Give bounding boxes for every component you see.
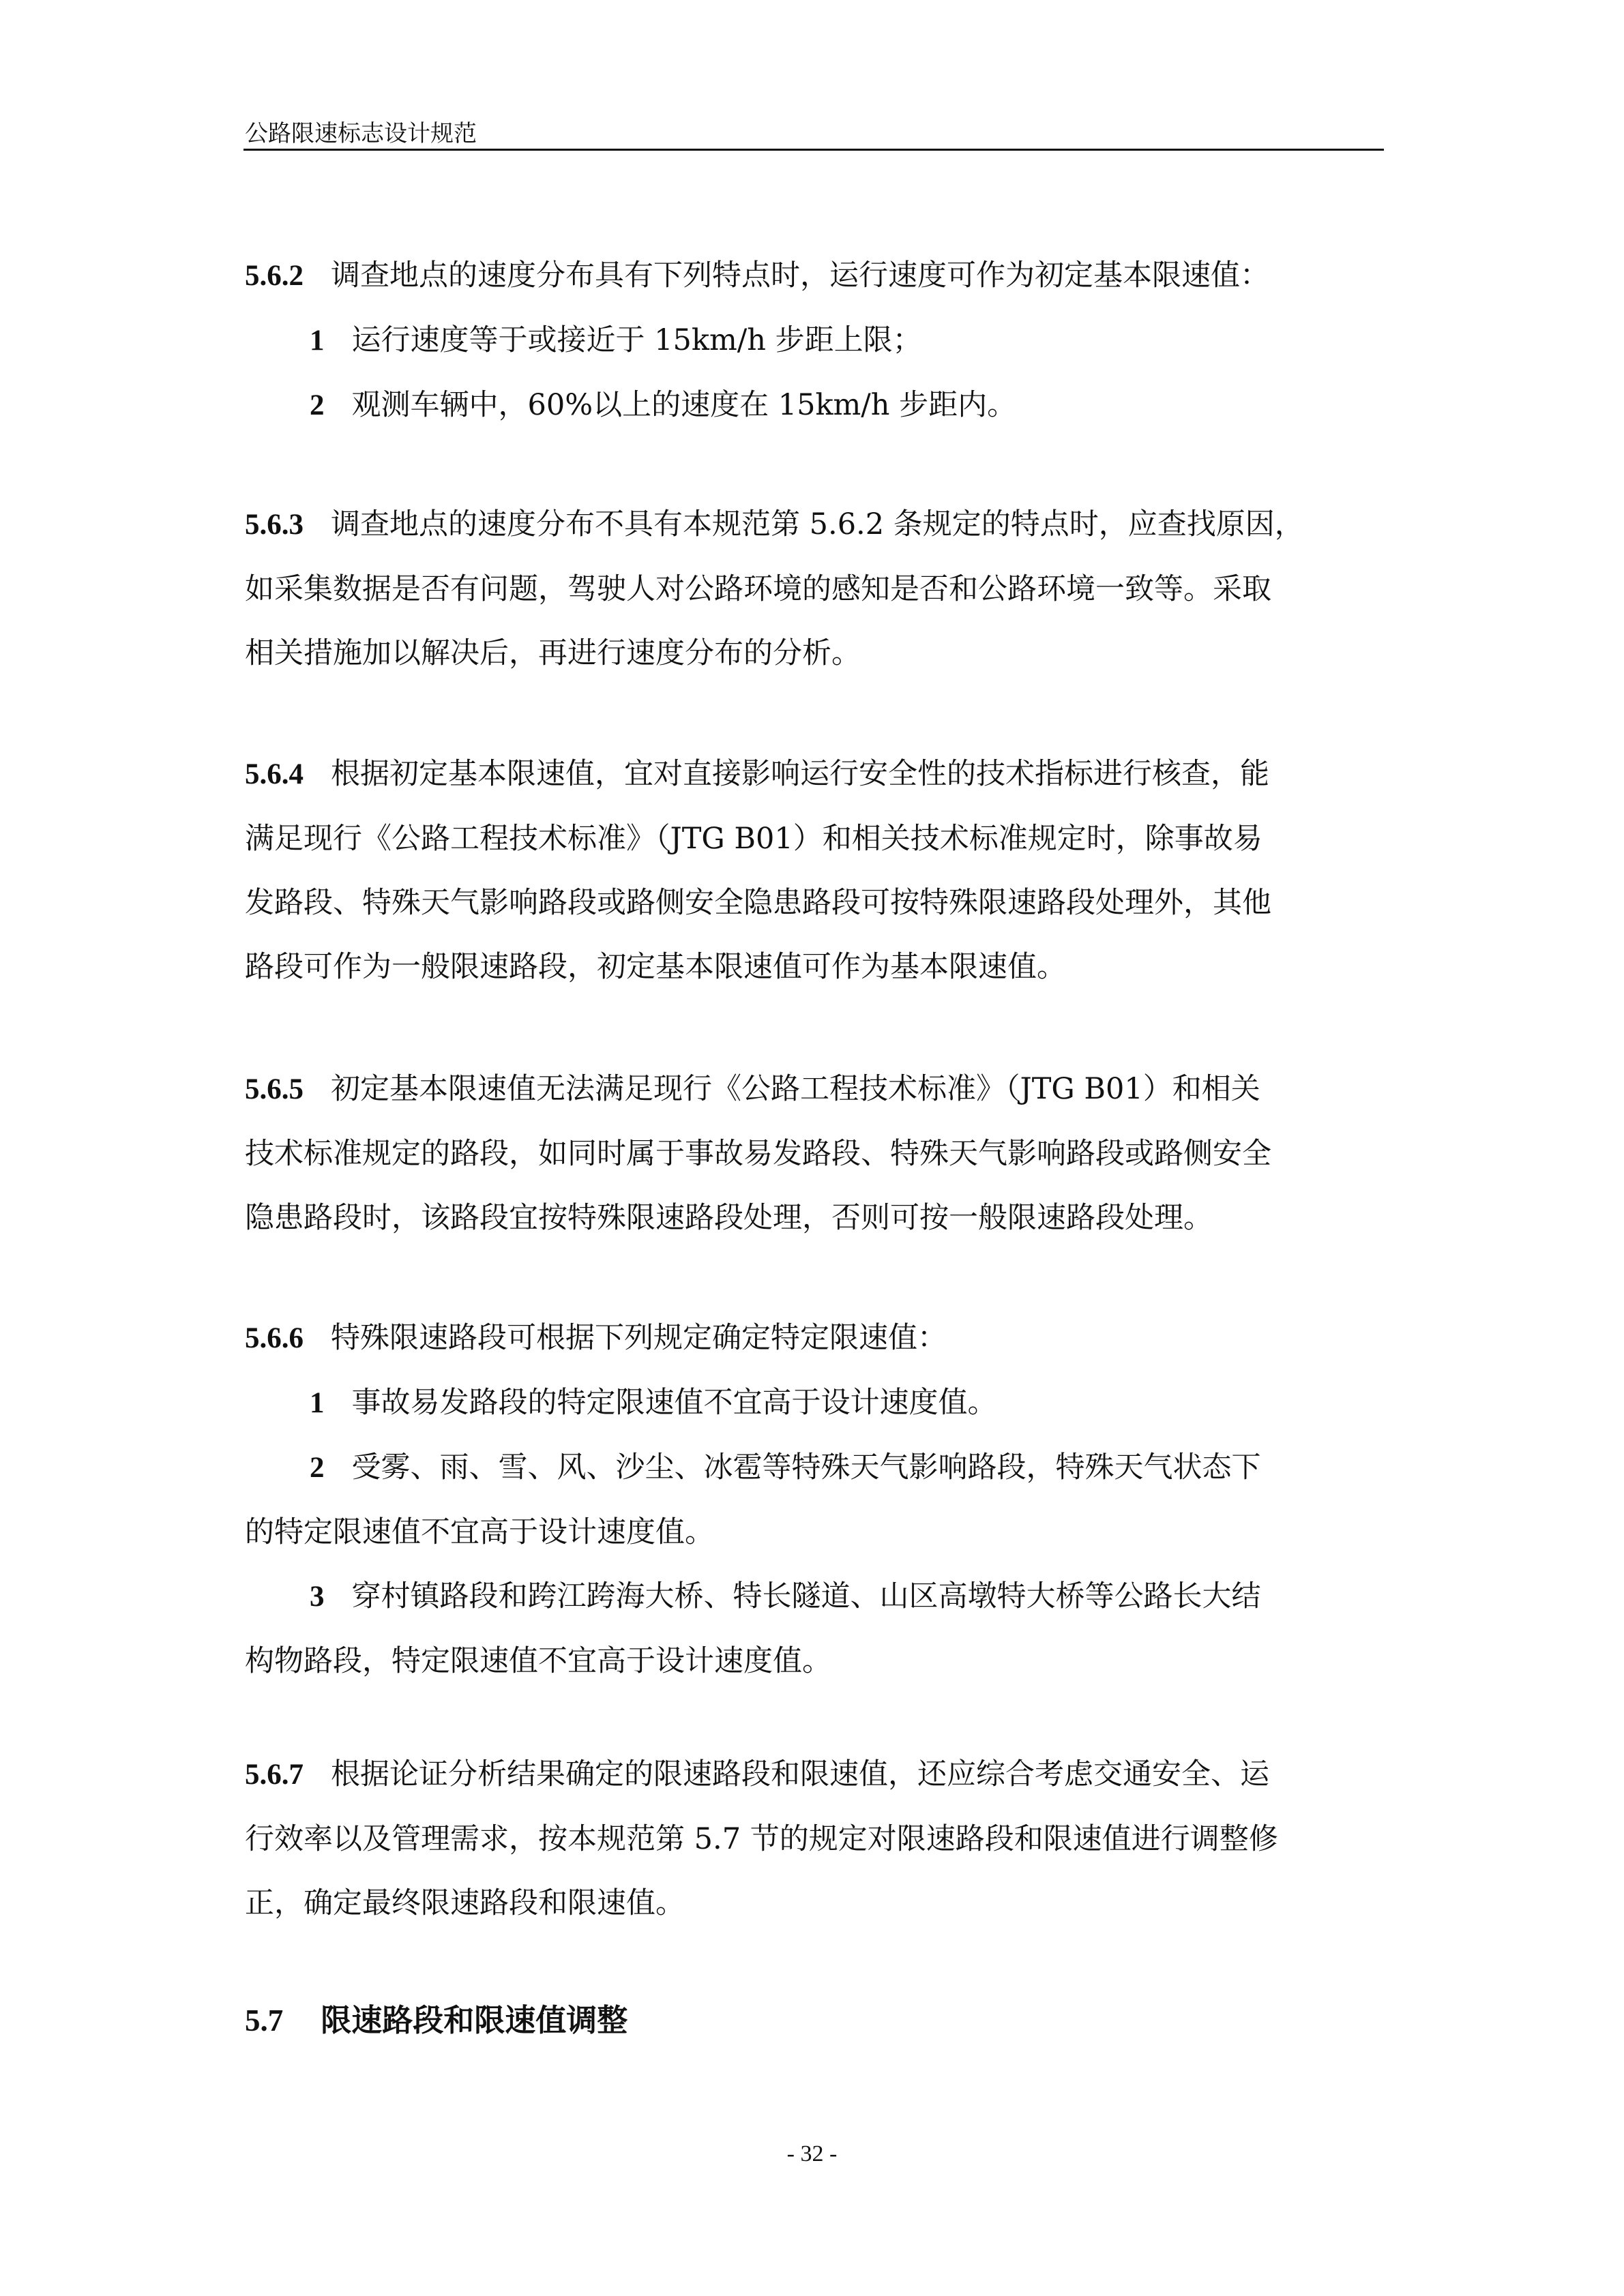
item-text: 观测车辆中，60%以上的速度在 15km/h 步距内。 [351,388,1017,422]
list-item [245,1435,1384,1500]
clause-number: 5.6.3 [245,509,304,541]
list-item [245,1371,1384,1435]
clause-number: 5.6.7 [245,1759,304,1791]
clause-line [245,243,1384,308]
clause-number: 5.6.6 [245,1322,304,1354]
list-item [245,1564,1384,1629]
clause-text: 正，确定最终限速路段和限速值。 [245,1886,685,1920]
list-item [245,308,1384,373]
clause-5-6-7 [245,1742,1384,1935]
clause-line [245,492,1384,557]
clause-text: 满足现行《公路工程技术标准》（JTG B01）和相关技术标准规定时，除事故易 [245,822,1263,856]
clause-text: 相关措施加以解决后，再进行速度分布的分析。 [245,636,861,670]
item-number: 1 [310,325,325,357]
clause-text: 行效率以及管理需求，按本规范第 5.7 节的规定对限速路段和限速值进行调整修 [245,1822,1278,1856]
list-item [245,373,1384,438]
item-number: 1 [310,1387,325,1419]
item-text: 事故易发路段的特定限速值不宜高于设计速度值。 [351,1386,997,1420]
page-number: - 32 - [786,2141,838,2166]
clause-text: 路段可作为一般限速路段，初定基本限速值可作为基本限速值。 [245,950,1066,984]
header-divider [243,149,1384,151]
clause-text: 调查地点的速度分布不具有本规范第 5.6.2 条规定的特点时，应查找原因， [331,507,1304,541]
clause-number: 5.6.5 [245,1073,304,1105]
section-heading [245,1988,628,2053]
clause-5-6-6 [245,1306,1384,1693]
header-title: 公路限速标志设计规范 [245,120,477,147]
clause-5-6-2 [245,243,1384,438]
clause-5-6-5 [245,1057,1384,1250]
item-text: 受雾、雨、雪、风、沙尘、冰雹等特殊天气影响路段，特殊天气状态下 [351,1450,1261,1485]
clause-number: 5.6.2 [245,260,304,292]
item-text-continued: 的特定限速值不宜高于设计速度值。 [245,1515,714,1549]
clause-5-6-3 [245,492,1384,685]
clause-line [245,1742,1384,1807]
section-number: 5.7 [245,2003,284,2038]
clause-number: 5.6.4 [245,758,304,790]
clause-text: 根据论证分析结果确定的限速路段和限速值，还应综合考虑交通安全、运 [331,1757,1269,1791]
item-number: 2 [310,1452,325,1484]
clause-text: 如采集数据是否有问题，驾驶人对公路环境的感知是否和公路环境一致等。采取 [245,572,1271,606]
item-text-continued: 构物路段，特定限速值不宜高于设计速度值。 [245,1644,831,1678]
clause-text: 调查地点的速度分布具有下列特点时，运行速度可作为初定基本限速值： [331,258,1269,293]
item-text: 穿村镇路段和跨江跨海大桥、特长隧道、山区高墩特大桥等公路长大结 [351,1579,1261,1613]
item-number: 2 [310,389,325,421]
clause-text: 特殊限速路段可根据下列规定确定特定限速值： [331,1321,947,1355]
item-text: 运行速度等于或接近于 15km/h 步距上限； [351,323,922,357]
clause-text: 初定基本限速值无法满足现行《公路工程技术标准》（JTG B01）和相关 [331,1072,1260,1106]
clause-5-6-4 [245,742,1384,999]
section-title: 限速路段和限速值调整 [321,2002,628,2038]
clause-text: 发路段、特殊天气影响路段或路侧安全隐患路段可按特殊限速路段处理外，其他 [245,886,1271,920]
clause-line [245,1057,1384,1122]
clause-line [245,742,1384,807]
item-number: 3 [310,1581,325,1613]
clause-text: 技术标准规定的路段，如同时属于事故易发路段、特殊天气影响路段或路侧安全 [245,1137,1271,1171]
clause-text: 隐患路段时，该路段宜按特殊限速路段处理，否则可按一般限速路段处理。 [245,1201,1213,1235]
clause-line [245,1306,1384,1371]
clause-text: 根据初定基本限速值，宜对直接影响运行安全性的技术指标进行核查，能 [331,757,1269,791]
